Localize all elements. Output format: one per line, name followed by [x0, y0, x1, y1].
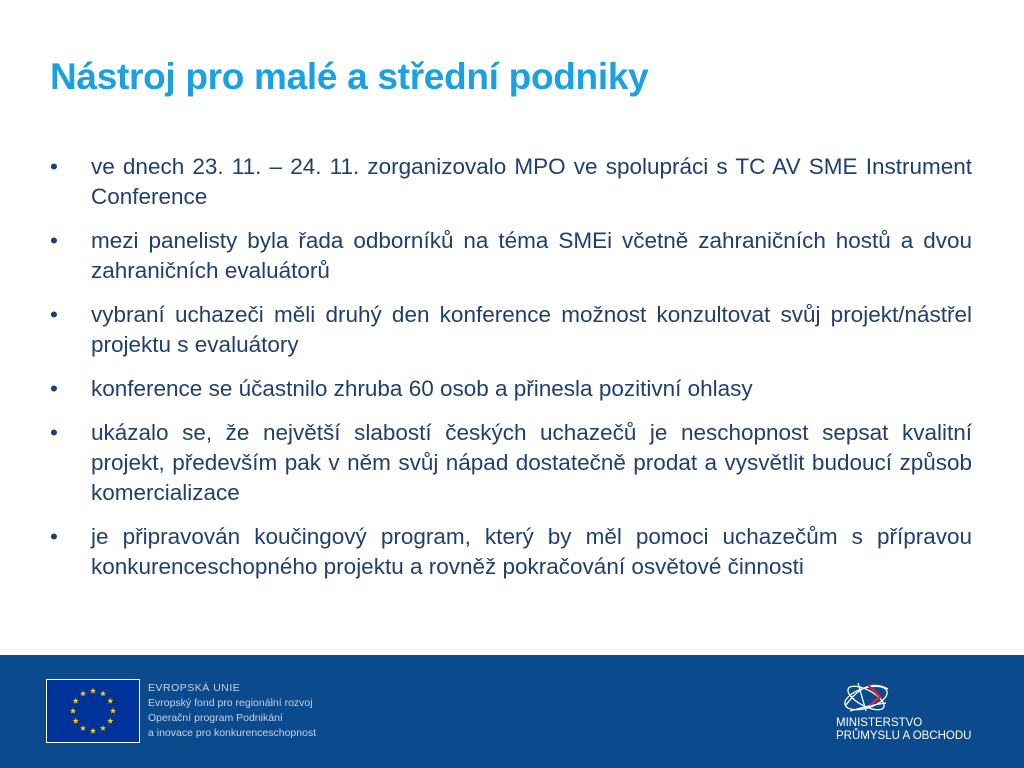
eu-star-icon: [100, 690, 106, 696]
ministry-name-line-1: MINISTERSTVO: [836, 717, 923, 729]
eu-union-label: EVROPSKÁ UNIE: [148, 682, 241, 694]
eu-star-icon: [110, 708, 116, 714]
eu-funding-text: [148, 681, 316, 741]
eu-star-icon: [107, 718, 113, 724]
ministry-name: [836, 717, 971, 743]
bullet-item: • konference se účastnilo zhruba 60 osob a přinesla pozitivní ohlasy: [50, 374, 972, 404]
eu-star-icon: [80, 725, 86, 731]
bullet-item: • ukázalo se, že největší slabostí českých uchazečů je neschopnost sepsat kvalitní projekt, především pak v něm svůj nápad dostatečně prodat a vysvětlit budoucí způsob komercializace: [50, 418, 972, 508]
eu-star-icon: [107, 698, 113, 704]
eu-star-icon: [70, 708, 76, 714]
eu-program-label: Operační program Podnikání: [148, 712, 283, 724]
eu-star-icon: [100, 725, 106, 731]
eu-star-icon: [73, 718, 79, 724]
bullet-item: • ve dnech 23. 11. – 24. 11. zorganizovalo MPO ve spolupráci s TC AV SME Instrument Conference: [50, 152, 972, 212]
eu-star-icon: [73, 698, 79, 704]
ministry-name-line-2: PRŮMYSLU A OBCHODU: [836, 730, 972, 742]
slide-title: Nástroj pro malé a střední podniky: [50, 56, 649, 97]
eu-star-icon: [90, 728, 96, 734]
bullet-item: • je připravován koučingový program, který by měl pomoci uchazečům s přípravou konkurenceschopného projektu a rovněž pokračování osvětové činnosti: [50, 522, 972, 582]
ministry-logo-icon: [836, 675, 896, 717]
bullet-item: • vybraní uchazeči měli druhý den konference možnost konzultovat svůj projekt/nástřel projektu s evaluátory: [50, 300, 972, 360]
eu-flag-icon: [46, 679, 140, 743]
footer-bar: [0, 655, 1024, 768]
eu-star-icon: [80, 690, 86, 696]
eu-fund-label: Evropský fond pro regionální rozvoj: [148, 697, 313, 709]
bullet-item: • mezi panelisty byla řada odborníků na téma SMEi včetně zahraničních hostů a dvou zahraničních evaluátorů: [50, 226, 972, 286]
eu-program-label-2: a inovace pro konkurenceschopnost: [148, 727, 317, 739]
bullet-list: [50, 152, 972, 596]
eu-star-icon: [90, 688, 96, 694]
